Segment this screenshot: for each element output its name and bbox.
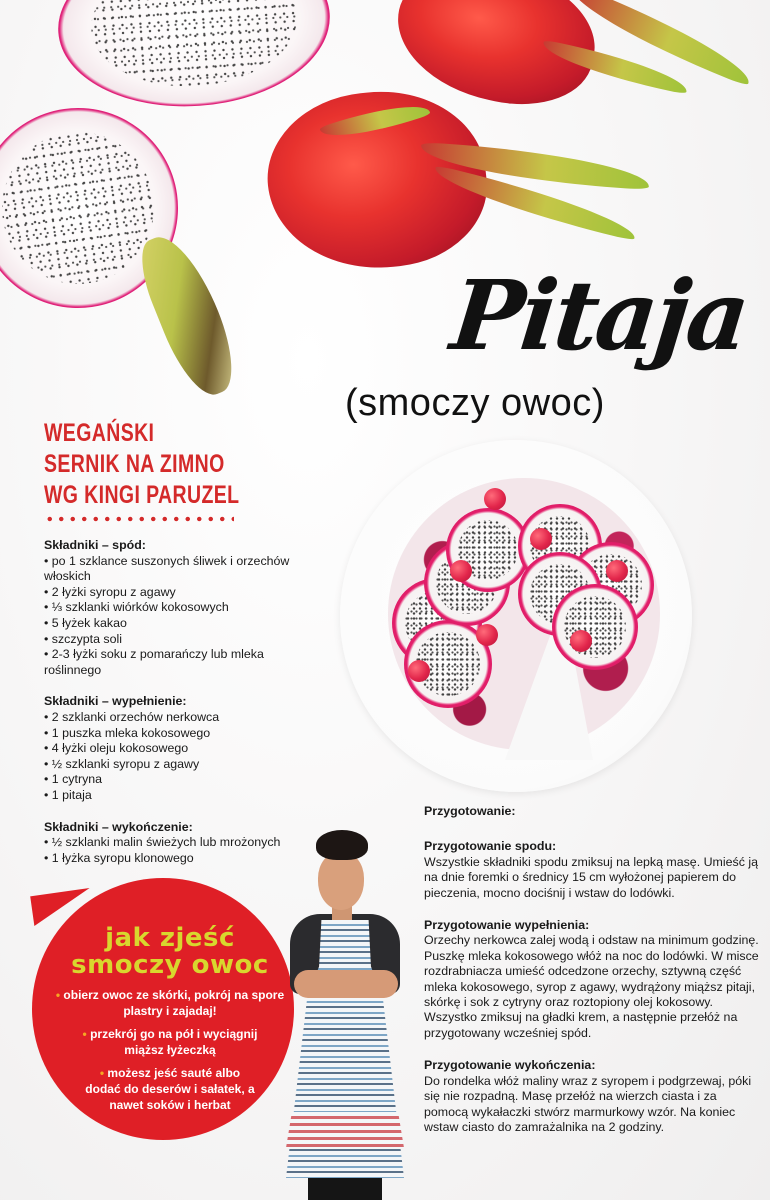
raspberry [530,528,552,550]
ingredient-group-title: Składniki – wykończenie: [44,819,193,834]
preparation-section [424,804,764,1152]
bullet-icon: • [82,1027,87,1041]
preparation-step-title: Przygotowanie spodu: [424,839,557,854]
raspberry [606,560,628,582]
ingredient-group-topping [44,820,314,867]
ingredient-item: • 1 cytryna [44,772,314,788]
preparation-step [424,1058,764,1135]
crossed-arms [294,970,398,998]
ingredient-group-filling [44,694,314,803]
ingredient-group-base [44,538,314,678]
preparation-step [424,918,764,1041]
raspberry [484,488,506,510]
apron-red-stripes [286,1112,404,1148]
ingredient-item: • 2 szklanki orzechów nerkowca [44,710,314,726]
ingredient-item: • 2-3 łyżki soku z pomarańczy lub mleka roślinnego [44,647,314,678]
tips-list [52,987,288,1113]
raspberry [476,624,498,646]
recipe-heading-line: WG KINGI PARUZEL [44,481,240,509]
tip-text: przekrój go na pół i wyciągnij miąższ łyżeczką [90,1027,258,1057]
bubble-title-line: smoczy owoc [71,950,269,980]
ingredient-item: • 4 łyżki oleju kokosowego [44,741,314,757]
ingredient-group-title: Składniki – wypełnienie: [44,694,187,709]
ingredients-section [44,538,314,882]
fruit-slice [552,584,638,670]
page-subtitle: (smoczy owoc) [345,382,605,424]
recipe-heading-line: SERNIK NA ZIMNO [44,450,225,478]
ingredient-item: • szczypta soli [44,632,314,648]
raspberry [408,660,430,682]
ingredient-item: • 1 łyżka syropu klonowego [44,851,314,867]
legs [308,1178,382,1200]
raspberry [570,630,592,652]
chef-portrait [280,830,410,1200]
bubble-title [52,925,288,979]
tip-item [52,1065,288,1113]
tip-item [52,987,288,1019]
speech-bubble-content [52,925,288,1120]
dragon-fruit-stem [130,226,247,403]
page-title: Pitaja [446,259,753,372]
recipe-heading [44,418,239,511]
ingredient-item: • 2 łyżki syropu z agawy [44,585,314,601]
seeds-texture [0,122,164,294]
ingredient-item: • ⅓ szklanki wiórków kokosowych [44,600,314,616]
preparation-step-text: Wszystkie składniki spodu zmiksuj na lepką masę. Umieść ją na dnie foremki o średnicy 15 cm wyłożonej papierem do pieczenia, mocno dociśnij i wstaw do lodówki. [424,854,758,900]
tip-text: obierz owoc ze skórki, pokrój na spore plastry i zajadaj! [63,988,285,1018]
raspberry [450,560,472,582]
ingredient-item: • 5 łyżek kakao [44,616,314,632]
dragon-fruit-half-top [53,0,336,115]
dotted-divider [44,516,234,522]
bubble-title-line: jak zjeść [105,923,235,953]
recipe-heading-line: WEGAŃSKI [44,419,155,447]
ingredient-group-title: Składniki – spód: [44,538,146,552]
ingredient-item: • ½ szklanki malin świeżych lub mrożonych [44,835,314,851]
tip-item [52,1026,288,1058]
preparation-step-text: Do rondelka włóż maliny wraz z syropem i podgrzewaj, póki się nie rozpadną. Masę przełóż na wierzch ciasta i za pomocą wykałaczki stwórz marmurkowy wzór. Na koniec wstaw ciasto do zamrażalnika na 2 godziny. [424,1073,752,1134]
ingredient-item: • 1 pitaja [44,788,314,804]
seeds-texture [86,0,301,93]
bullet-icon: • [99,1066,105,1080]
bullet-icon: • [55,988,61,1002]
preparation-step-title: Przygotowanie wykończenia: [424,1058,596,1073]
preparation-step-text: Orzechy nerkowca zalej wodą i odstaw na minimum godzinę. Puszkę mleka kokosowego włóż na noc do lodówki. W misce rozdrabniacza umieść odcedzone orzechy, sztywną część mleka kokosowego, syrop z agawy, wydrążony miąższ pitaji, skórkę i sok z cytryny oraz roztopiony olej kokosowy. Wszystko zmiksuj na gładki krem, a następnie przełóż na przygotowany wcześniej spód. [424,933,759,1040]
tip-text: możesz jeść sauté albo dodać do deserów i sałatek, a nawet soków i herbat [85,1066,255,1112]
ingredient-item: • 1 puszka mleka kokosowego [44,726,314,742]
preparation-title: Przygotowanie: [424,804,516,818]
face [318,852,364,910]
preparation-step-title: Przygotowanie wypełnienia: [424,918,590,933]
hair [316,830,368,860]
preparation-step [424,839,764,901]
ingredient-item: • ½ szklanki syropu z agawy [44,757,314,773]
ingredient-item: • po 1 szklance suszonych śliwek i orzechów włoskich [44,554,314,585]
